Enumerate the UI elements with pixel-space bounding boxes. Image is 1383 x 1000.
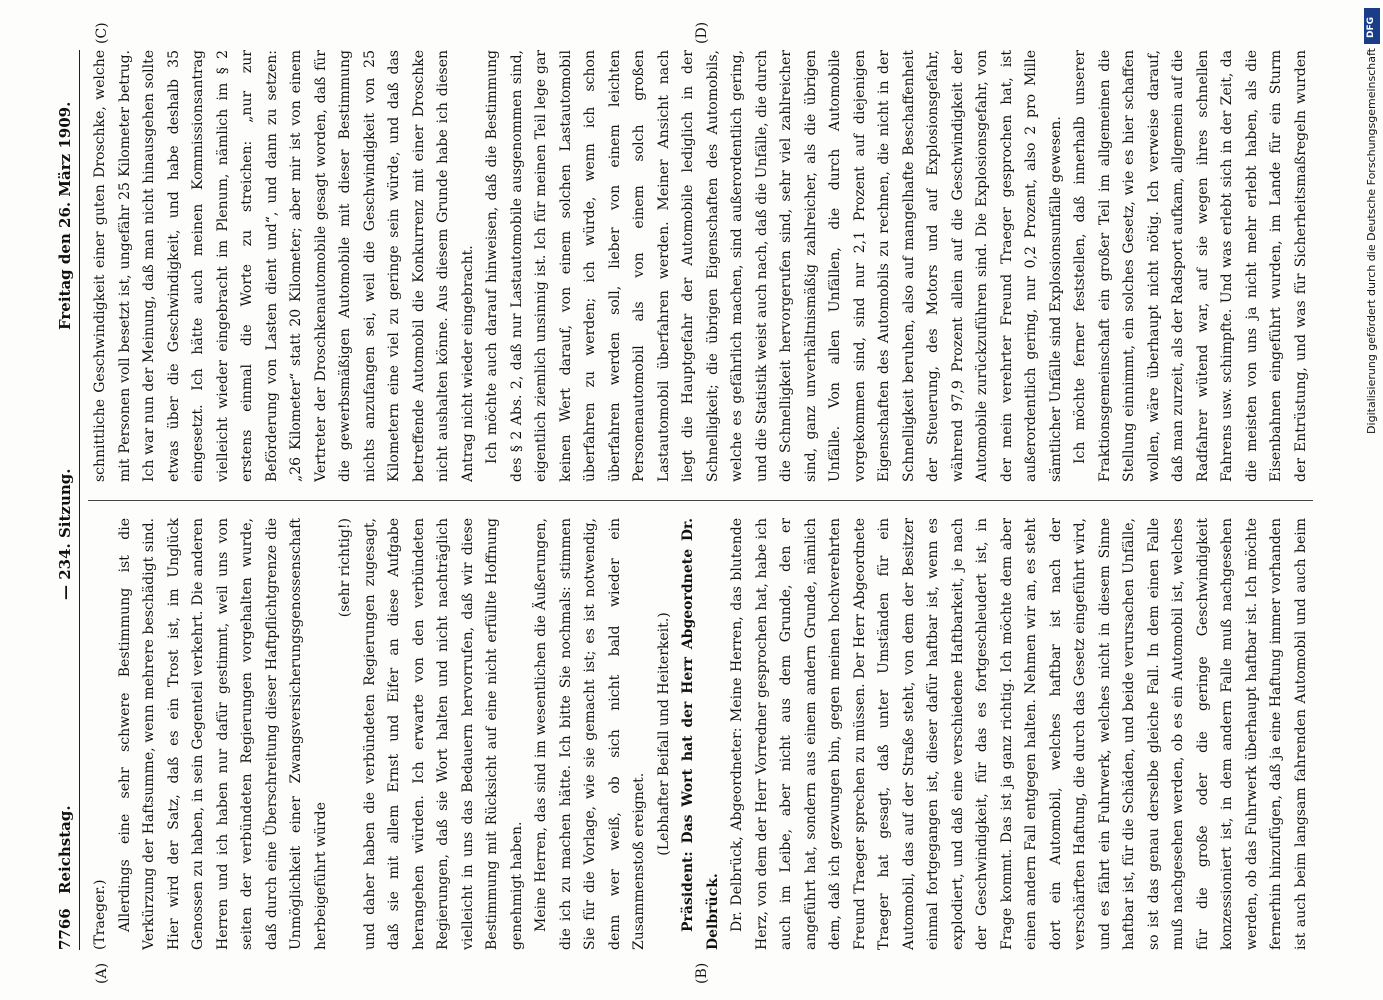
paragraph: Ich möchte auch darauf hinweisen, daß die Bestimmung des § 2 Abs. 2, daß nur Lastautomobile ausgenommen sind, eigentlich ziemlich unsinnig ist. Ich für meinen Teil lege gar keinen Wert darauf, von einem solchen Lastautomobil überfahren zu werden; ich würde, wenn ich schon überfahren werden soll, lieber von einem leichten Personenautomobil als von einem solch großen Lastautomobil überfahren werden. Meiner Ansicht nach liegt die Hauptgefahr der Automobile lediglich in der Schnelligkeit; die übrigen Eigenschaften des Automobils, welche es gefährlich machen, sind außerordentlich gering, und die Statistik weist auch nach, daß die Unfälle, die durch die Schnelligkeit hervorgerufen sind, sehr viel zahlreicher sind, ganz unverhältnismäßig zahlreicher, als die übrigen Unfälle. Von allen Unfällen, die durch Automobile vorgekommen sind, sind nur 2,1 Prozent auf diejenigen Eigenschaften des Automobils zu rechnen, die nicht in der Schnelligkeit beruhen, also auf mangelhafte Beschaffenheit der Steuerung, des Motors und auf Explosionsgefahr, während 97,9 Prozent allein auf die Geschwindigkeit der Automobile zurückzuführen sind. Die Explosionsgefahr, von der mein verehrter Freund Traeger gesprochen hat, ist außerordentlich gering, nur 0,2 Prozent, also 2 pro Mille sämtlicher Unfälle sind Explosionsunfälle gewesen. bbox=[484, 50, 1064, 482]
paragraph: Meine Herren, das sind im wesentlichen die Äußerungen, die ich zu machen hätte. Ich bitte Sie nochmals: stimmen Sie für die Vorlage, wie sie gemacht ist; es ist notwendig, denn wer weiß, ob sich nicht bald wieder ein Zusammenstoß ereignet. bbox=[533, 518, 647, 950]
credit-text: Digitalisierung gefördert durch die Deutsche Forschungsgemeinschaft bbox=[1365, 48, 1378, 434]
running-header bbox=[54, 50, 80, 950]
paragraph: und daher haben die verbündeten Regierungen zugesagt, daß sie mit allem Ernst und Eifer an diese Aufgabe herangehen würden. Ich erwarte von den verbündeten Regierungen, daß sie Wort halten und nicht nachträglich vielleicht in uns das Bedauern hervorrufen, daß wir diese Bestimmung mit Rücksicht auf eine nicht erfüllte Hoffnung genehmigt haben. bbox=[361, 518, 525, 950]
paragraph: Dr. Delbrück, Abgeordneter: Meine Herren, das blutende Herz, von dem der Herr Vorredner gesprochen hat, habe ich auch im Leibe, aber nicht aus dem Grunde, den er angeführt hat, sondern aus einem andern Grunde, nämlich dem, daß ich gezwungen bin, gegen meinen hochverehrten Freund Traeger sprechen zu müssen. Der Herr Abgeordnete Traeger hat gesagt, daß unter Umständen für ein Automobil, das auf der Straße steht, von dem der Besitzer einmal fortgegangen ist, dieser dafür haftbar ist, wenn es explodiert, und daß eine verschiedene Haftbarkeit, je nach der Geschwindigkeit, für das es fortgeschleudert ist, in Frage kommt. Das ist ja ganz richtig. Ich möchte dem aber einen andern Fall entgegen halten. Nehmen wir an, es steht dort ein Automobil, welches haftbar ist nach der verschärften Haftung, die durch das Gesetz eingeführt wird, und es fährt ein Fuhrwerk, welches nicht in diesem Sinne haftbar ist, für die Schäden, und beide verursachen Unfälle, so ist das genau derselbe gleiche Fall. In dem einen Falle muß nachgesehen werden, ob es ein Automobil ist, welches für die große oder die geringe Geschwindigkeit konzessioniert ist, in dem andern Falle muß nachgesehen werden, ob das Fuhrwerk überhaupt haftbar ist. Ich möchte fernerhin hinzufügen, daß ja eine Haftung immer vorhanden ist auch beim langsam fahrenden Automobil und auch beim bbox=[729, 518, 1309, 950]
margin-mark-b: (B) bbox=[694, 962, 710, 984]
publication-name: Reichstag. bbox=[56, 805, 74, 894]
speaker-tag: (Traeger.) bbox=[92, 879, 108, 950]
margin-mark-a: (A) bbox=[94, 962, 110, 984]
rotated-page-content bbox=[54, 21, 1324, 984]
session-number: — 234. Sitzung. bbox=[56, 468, 74, 600]
page-number: 7766 bbox=[56, 908, 74, 950]
president-statement: Präsident: Das Wort hat der Herr Abgeordnete Dr. Delbrück. bbox=[680, 518, 721, 950]
margin-mark-c: (C) bbox=[94, 22, 110, 44]
dfg-logo bbox=[1364, 8, 1380, 44]
session-date: Freitag den 26. März 1909. bbox=[56, 101, 74, 330]
dfg-logo-text: DFG bbox=[1366, 16, 1376, 38]
left-text-column bbox=[88, 518, 1313, 950]
digitization-credit bbox=[1365, 48, 1379, 828]
column-divider bbox=[88, 500, 1313, 501]
header-rule bbox=[79, 50, 80, 950]
paragraph: schnittliche Geschwindigkeit einer guten Droschke, welche mit Personen voll besetzt ist, ungefähr 25 Kilometer betrug. Ich war nun der Meinung, daß man nicht hinausgehen sollte etwas über die Geschwindigkeit, und habe deshalb 35 eingesetzt. Ich hätte auch meinen Kommissionsantrag vielleicht wieder eingebracht im Plenum, nämlich im § 2 erstens einmal die Worte zu streichen: „nur zur Beförderung von Lasten dient und“, und dann zu setzen: „26 Kilometer“ statt 20 Kilometer; aber mir ist von einem Vertreter der Droschkenautomobile gesagt worden, daß für die gewerbsmäßigen Automobile mit dieser Bestimmung nichts anzufangen sei, weil die Geschwindigkeit von 25 Kilometern eine viel zu geringe sein würde, und daß das betreffende Automobil die Konkurrenz mit einer Droschke nicht aushalten könne. Aus diesem Grunde habe ich diesen Antrag nicht wieder eingebracht. bbox=[92, 50, 476, 482]
right-text-column bbox=[88, 50, 1313, 482]
paragraph: Allerdings eine sehr schwere Bestimmung ist die Verkürzung der Haftsumme, wenn mehrere beschädigt sind. Hier wird der Satz, daß es ein Trost ist, im Unglück Genossen zu haben, in sein Gegenteil verkehrt. Die anderen Herren und ich haben nur dafür gestimmt, weil uns von seiten der verbündeten Regierungen vorgehalten wurde, daß durch eine Überschreitung dieser Haftpflichtgrenze die Unmöglichkeit einer Zwangsversicherungsgenossenschaft herbeigeführt würde bbox=[116, 518, 329, 950]
margin-mark-d: (D) bbox=[694, 21, 710, 44]
paragraph: Ich möchte ferner feststellen, daß innerhalb unserer Fraktionsgemeinschaft ein großer Teil im allgemeinen die Stellung einnimmt, ein solches Gesetz, wie es hier schaffen wollen, wäre überhaupt nicht nötig. Ich verweise darauf, daß man zurzeit, als der Radsport aufkam, allgemein auf die Radfahrer wütend war, auf sie wegen ihres schnellen Fahrens usw. schimpfte. Und was erlebt sich in der Zeit, da die meisten von uns ja nicht mehr erlebt haben, als die Eisenbahnen eingeführt wurden, im Lande für ein Sturm der Entrüstung, und was für Sicherheitsmaßregeln wurden bbox=[1072, 50, 1309, 482]
interjection: (Lebhafter Beifall und Heiterkeit.) bbox=[655, 612, 672, 856]
interjection: (sehr richtig!) bbox=[337, 518, 353, 618]
